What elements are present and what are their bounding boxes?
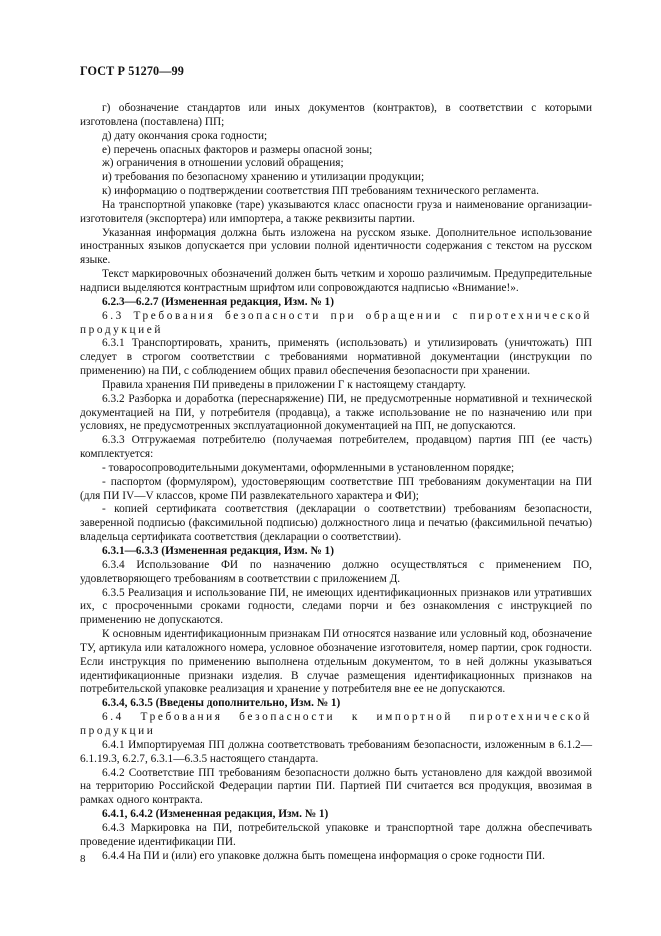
paragraph: 6.4.2 Соответствие ПП требованиям безопасности должно быть установлено для каждой ввозимой на территорию Российской Федерации партии ПИ. Партией ПИ считается вся продукция, ввозимая в рамках одного контракта. (80, 766, 592, 807)
page-number: 8 (80, 853, 86, 865)
paragraph: к) информацию о подтверждении соответствия ПП требованиям технического регламента. (102, 185, 539, 198)
paragraph: Правила хранения ПИ приведены в приложении Г к настоящему стандарту. (102, 378, 466, 391)
paragraph: 6.4.4 На ПИ и (или) его упаковке должна быть помещена информация о сроке годности ПИ. (102, 849, 545, 862)
amendment-note: 6.3.4, 6.3.5 (Введены дополнительно, Изм. № 1) (102, 697, 341, 710)
paragraph: 6.4.3 Маркировка на ПИ, потребительской упаковке и транспортной таре должна обеспечивать проведение идентификации ПИ. (80, 821, 592, 848)
document-body (80, 102, 592, 863)
paragraph: 6.3.2 Разборка и доработка (переснаряжение) ПИ, не предусмотренные нормативной и технической документацией на ПИ, у потребителя (продавца), а также использование не по назначению или при условиях, не предусмотренных эксплуатационной документацией на ПП, не допускаются. (80, 392, 592, 433)
paragraph: - паспортом (формуляром), удостоверяющим соответствие ПП требованиям документации на ПИ (для ПИ IV—V классов, кроме ПИ развлекательного характера и ФИ); (80, 475, 592, 502)
document-header: ГОСТ Р 51270—99 (80, 64, 184, 78)
paragraph: Текст маркировочных обозначений должен быть четким и хорошо различимым. Предупредительные надписи выделяются контрастным шрифтом или сопровождаются надписью «Внимание!». (80, 268, 592, 294)
paragraph: ж) ограничения в отношении условий обращения; (102, 157, 344, 170)
amendment-note: 6.4.1, 6.4.2 (Измененная редакция, Изм. № 1) (102, 808, 329, 821)
paragraph: 6.3.4 Использование ФИ по назначению должно осуществляться с применением ПО, удовлетворяющего требованиям в соответствии с приложением Д. (80, 558, 592, 585)
paragraph: Указанная информация должна быть изложена на русском языке. Дополнительное использование иностранных языков допускается при условии полной идентичности содержания с текстом на русском языке. (80, 226, 592, 267)
paragraph: 6.4.1 Импортируемая ПП должна соответствовать требованиям безопасности, изложенным в 6.1.2—6.1.19.3, 6.2.7, 6.3.1—6.3.5 настоящего стандарта. (80, 738, 592, 765)
amendment-note: 6.2.3—6.2.7 (Измененная редакция, Изм. № 1) (102, 295, 334, 308)
paragraph: К основным идентификационным признакам ПИ относятся название или условный код, обозначение ТУ, артикула или каталожного номера, условное обозначение изготовителя, номер партии, срок годности. Если инструкция по применению выполнена отдельным документом, то в ней должны указываться идентификационные признаки изделия. В случае размещения идентификационных признаков на потребительской упаковке реализация и хранение у потребителя вне ее не допускаются. (80, 628, 592, 696)
paragraph: - копией сертификата соответствия (декларации о соответствии) требованиям безопасности, заверенной подписью (факсимильной подписью) должностного лица и печатью (факсимильной печатью) владельца сертификата соответствия (декларации о соответствии). (80, 503, 592, 544)
paragraph: На транспортной упаковке (таре) указываются класс опасности груза и наименование организации-изготовителя (экспортера) или импортера, а также реквизиты партии. (80, 198, 592, 225)
section-heading: 6.4 Требования безопасности к импортной пиротехнической продукции (80, 711, 592, 737)
paragraph: и) требования по безопасному хранению и утилизации продукции; (102, 171, 425, 184)
amendment-note: 6.3.1—6.3.3 (Измененная редакция, Изм. № 1) (102, 545, 334, 557)
paragraph: г) обозначение стандартов или иных документов (контрактов), в соответствии с которыми изготовлена (поставлена) ПП; (80, 102, 592, 128)
paragraph: е) перечень опасных факторов и размеры опасной зоны; (102, 143, 373, 156)
paragraph: 6.3.1 Транспортировать, хранить, применять (использовать) и утилизировать (уничтожать) ПП следует в строгом соответствии с требованиями нормативной документации (инструкции по применению) на ПИ, с соблюдением общих правил обеспечения безопасности при хранении. (80, 337, 592, 378)
paragraph: - товаросопроводительными документами, оформленными в установленном порядке; (102, 461, 515, 474)
section-heading: 6.3 Требования безопасности при обращении с пиротехнической продукцией (80, 309, 592, 336)
paragraph: 6.3.3 Отгружаемая потребителю (получаемая потребителем, продавцом) партия ПП (ее часть) комплектуется: (80, 434, 592, 461)
paragraph: д) дату окончания срока годности; (102, 129, 268, 142)
paragraph: 6.3.5 Реализация и использование ПИ, не имеющих идентификационных признаков или утративших их, с просроченными сроками годности, следами порчи и без ознакомления с инструкцией по применению не допускаются. (80, 586, 592, 627)
